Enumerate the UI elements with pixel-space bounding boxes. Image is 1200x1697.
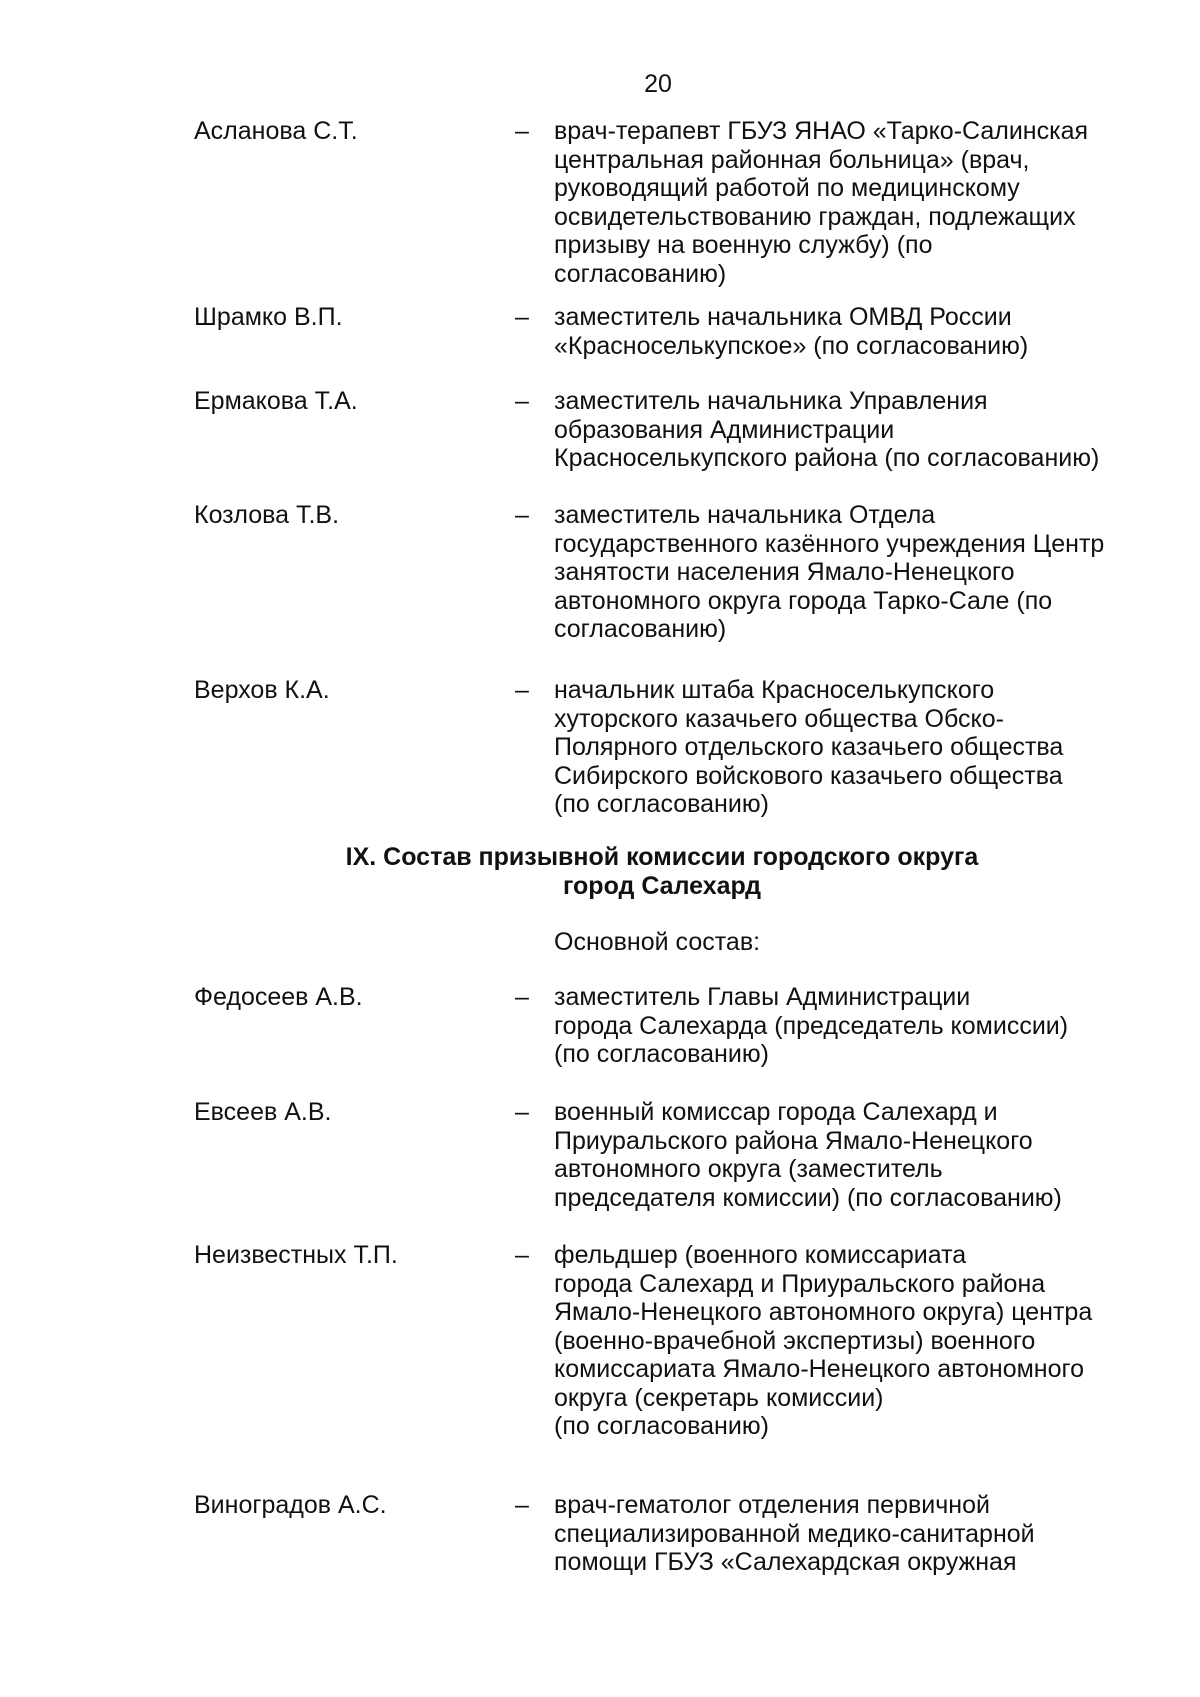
member-name: Верхов К.А. [194, 676, 330, 704]
member-position: врач-терапевт ГБУЗ ЯНАО «Тарко-Салинская центральная районная больница» (врач, руководящий работой по медицинскому освидетельствованию граждан, подлежащих призыву на военную службу) (по согласованию) [554, 117, 1089, 288]
member-name: Козлова Т.В. [194, 501, 340, 529]
dash-separator: – [515, 387, 529, 415]
member-position: заместитель Главы Администрации города Салехарда (председатель комиссии) (по согласованию) [554, 983, 1069, 1068]
dash-separator: – [515, 1491, 529, 1519]
member-position: военный комиссар города Салехард и Приуральского района Ямало-Ненецкого автономного округа (заместитель председателя комиссии) (по согласованию) [554, 1098, 1062, 1212]
member-name: Виноградов А.С. [194, 1491, 387, 1519]
dash-separator: – [515, 983, 529, 1011]
member-name: Ермакова Т.А. [194, 387, 358, 415]
member-position: фельдшер (военного комиссариата города Салехард и Приуральского района Ямало-Ненецкого автономного округа) центра (военно-врачебной экспертизы) военного комиссариата Ямало-Ненецкого автономного округа (секретарь комиссии) (по согласованию) [554, 1241, 1093, 1440]
dash-separator: – [515, 501, 529, 529]
member-name: Евсеев А.В. [194, 1098, 332, 1126]
member-position: заместитель начальника ОМВД России «Красноселькупское» (по согласованию) [554, 303, 1029, 360]
member-name: Шрамко В.П. [194, 303, 343, 331]
dash-separator: – [515, 303, 529, 331]
dash-separator: – [515, 1098, 529, 1126]
dash-separator: – [515, 676, 529, 704]
page-number: 20 [644, 70, 672, 98]
member-position: начальник штаба Красноселькупского хуторского казачьего общества Обско- Полярного отдельского казачьего общества Сибирского войскового казачьего общества (по согласованию) [554, 676, 1064, 818]
member-name: Федосеев А.В. [194, 983, 363, 1011]
member-name: Неизвестных Т.П. [194, 1241, 398, 1269]
member-position: врач-гематолог отделения первичной специализированной медико-санитарной помощи ГБУЗ «Салехардская окружная [554, 1491, 1035, 1576]
member-position: заместитель начальника Отдела государственного казённого учреждения Центр занятости населения Ямало-Ненецкого автономного округа города Тарко-Сале (по согласованию) [554, 501, 1105, 643]
section-title: IX. Состав призывной комиссии городского округа город Салехард [345, 843, 979, 900]
member-name: Асланова С.Т. [194, 117, 358, 145]
dash-separator: – [515, 1241, 529, 1269]
dash-separator: – [515, 117, 529, 145]
member-position: заместитель начальника Управления образования Администрации Красноселькупского района (по согласованию) [554, 387, 1100, 472]
section-subheading: Основной состав: [554, 928, 761, 956]
